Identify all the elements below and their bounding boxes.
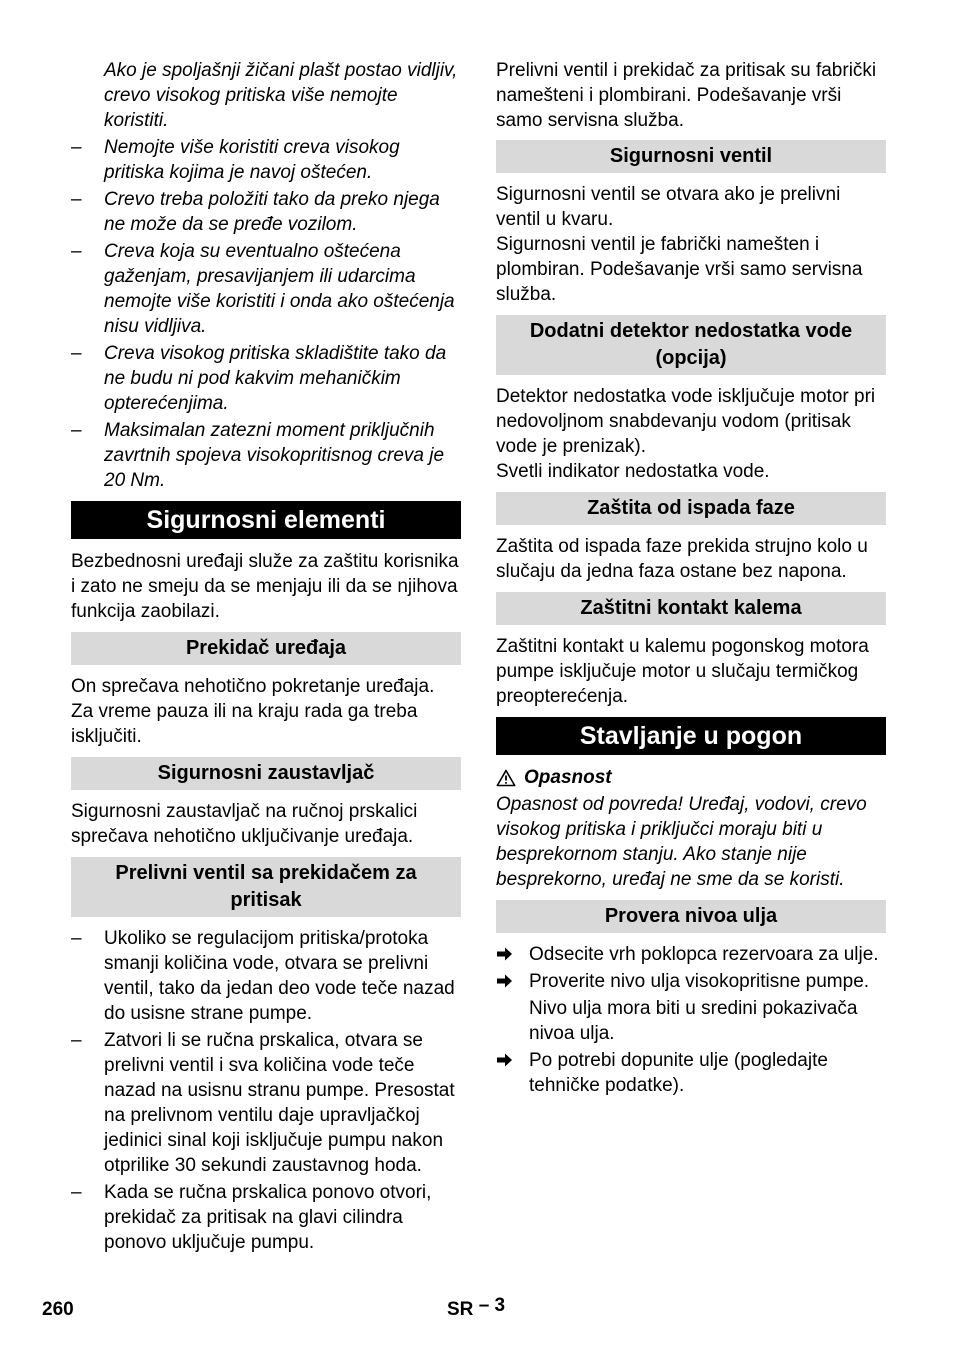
subheading-kalem: Zaštitni kontakt kalema (496, 592, 886, 625)
list-item: – Creva visokog pritiska skladištite tako da ne budu ni pod kakvim mehaničkim opterećenjima. (71, 343, 447, 414)
arrow-right-icon (496, 973, 513, 989)
list-item: – Zatvori li se ručna prskalica, otvara se prelivni ventil i sva količina vode teče nazad na usisnu stranu pumpe. Presostat na prelivnom ventilu daje upravljačkoj jedinici sinal koji isključuje pumpu nakon otprilike 30 sekundi zaustavnog hoda. (71, 1030, 455, 1176)
safety-valve-text-2: Sigurnosni ventil je fabrički namešten i plombiran. Podešavanje vrši samo servisna služba. (496, 234, 863, 305)
right-column (496, 58, 886, 1100)
subheading-zaustavljac: Sigurnosni zaustavljač (71, 757, 461, 790)
list-item: – Creva koja su eventualno oštećena gaženjam, presavijanjem ili udarcima nemojte više koristiti i onda ako oštećenja nisu vidljiva. (71, 241, 455, 337)
water-detector-text-1: Detektor nedostatka vode isključuje motor pri nedovoljnom snabdevanju vodom (pritisak vode je prenizak). (496, 386, 876, 457)
footer-language (447, 1297, 505, 1322)
left-column (71, 58, 461, 1257)
dash-marker: – (71, 928, 82, 949)
list-item: – Maksimalan zatezni moment priključnih zavrtnih spojeva visokopritisnog creva je 20 Nm. (71, 420, 445, 491)
section-heading-stavljanje: Stavljanje u pogon (496, 717, 886, 755)
language-code: SR (447, 1299, 474, 1320)
list-item: Odsecite vrh poklopca rezervoara za ulje. (496, 942, 886, 967)
dash-marker: – (71, 137, 82, 158)
oil-check-steps (496, 942, 886, 994)
page-number: 260 (42, 1299, 74, 1320)
arrow-right-icon (496, 946, 513, 962)
dash-marker: – (71, 189, 82, 210)
dash-marker: – (71, 1030, 82, 1051)
safety-elements-text: Bezbednosni uređaji služe za zaštitu korisnika i zato ne smeju da se menjaju ili da se njihova funkcija zaobilazi. (71, 551, 459, 622)
dash-marker: – (71, 241, 82, 262)
subheading-faza: Zaštita od ispada faze (496, 492, 886, 525)
subheading-detektor: Dodatni detektor nedostatka vode (opcija) (496, 315, 886, 375)
warning-triangle-icon (496, 769, 516, 787)
overflow-valve-list (71, 926, 461, 1255)
warning-text: Opasnost od povreda! Uređaj, vodovi, crevo visokog pritiska i priključci moraju biti u besprekornom stanju. Ako stanje nije besprekorno, uređaj ne sme da se koristi. (496, 794, 867, 890)
safety-catch-text: Sigurnosni zaustavljač na ručnoj prskalici sprečava nehotično uključivanje uređaja. (71, 801, 418, 847)
phase-protection-text: Zaštita od ispada faze prekida strujno kolo u slučaju da jedna faza ostane bez napona. (496, 536, 868, 582)
dash-marker: – (71, 420, 82, 441)
device-switch-text: On sprečava nehotično pokretanje uređaja. Za vreme pauza ili na kraju rada ga treba isključiti. (71, 676, 435, 747)
hose-warning-text: Ako je spoljašnji žičani plašt postao vidljiv, crevo visokog pritiska više nemojte koristiti. (104, 60, 458, 131)
dash-marker: – (71, 343, 82, 364)
oil-level-note: Nivo ulja mora biti u sredini pokazivača nivoa ulja. (529, 998, 858, 1044)
list-item: Proverite nivo ulja visokopritisne pumpe. (496, 969, 886, 994)
arrow-right-icon (496, 1052, 513, 1068)
oil-check-steps-cont (496, 1048, 886, 1098)
section-number: – 3 (478, 1295, 506, 1316)
list-item: – Nemojte više koristiti creva visokog pritiska kojima je navoj oštećen. (71, 137, 400, 183)
list-item: – Kada se ručna prskalica ponovo otvori, prekidač za pritisak na glavi cilindra ponovo uključuje pumpu. (71, 1182, 432, 1253)
factory-settings-text: Prelivni ventil i prekidač za pritisak su fabrički namešteni i plombirani. Podešavanje vrši samo servisna služba. (496, 60, 877, 131)
list-item: – Crevo treba položiti tako da preko njega ne može da se pređe vozilom. (71, 189, 440, 235)
dash-marker: – (71, 1182, 82, 1203)
subheading-prelivni-ventil: Prelivni ventil sa prekidačem za pritisak (71, 857, 461, 917)
safety-valve-text-1: Sigurnosni ventil se otvara ako je prelivni ventil u kvaru. (496, 184, 841, 230)
hose-rules-list (71, 135, 461, 493)
subheading-ulje: Provera nivoa ulja (496, 900, 886, 933)
list-item: Po potrebi dopunite ulje (pogledajte tehničke podatke). (496, 1048, 886, 1098)
subheading-sigurnosni-ventil: Sigurnosni ventil (496, 140, 886, 173)
subheading-prekidac: Prekidač uređaja (71, 632, 461, 665)
warning-label: Opasnost (496, 765, 886, 790)
coil-contact-text: Zaštitni kontakt u kalemu pogonskog motora pumpe isključuje motor u slučaju termičkog preopterećenja. (496, 636, 869, 707)
list-item: – Ukoliko se regulacijom pritiska/protoka smanji količina vode, otvara se prelivni ventil, tako da jedan deo vode teče nazad do usisne strane pumpe. (71, 928, 455, 1024)
section-heading-sigurnosni-elementi: Sigurnosni elementi (71, 501, 461, 539)
water-detector-text-2: Svetli indikator nedostatka vode. (496, 461, 770, 482)
